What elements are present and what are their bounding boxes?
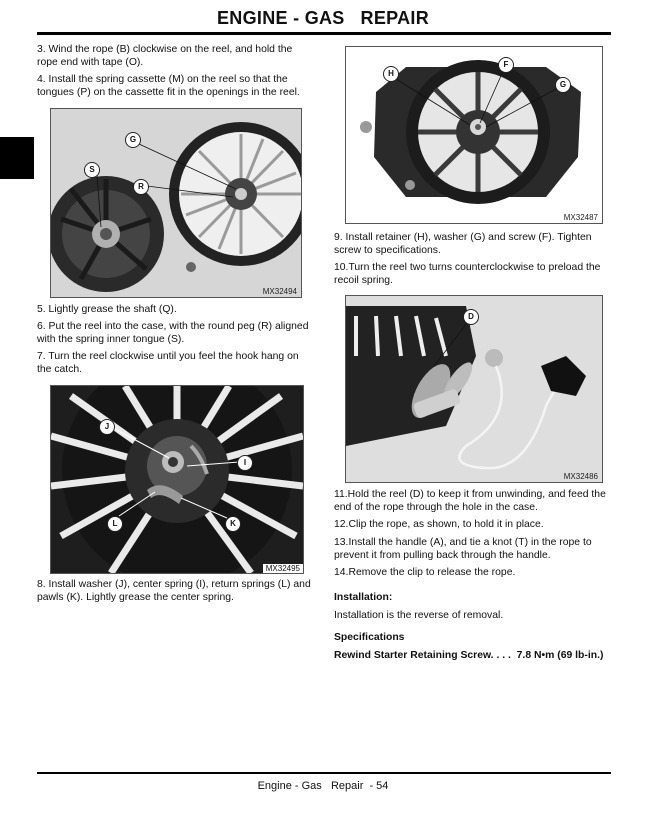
step-14: 14.Remove the clip to release the rope. [334,567,516,578]
callout-s: S [84,162,100,178]
header-rule [37,32,611,35]
step-5: 5. Lightly grease the shaft (Q). [37,304,177,315]
callout-g: G [125,132,141,148]
section-tab-marker [0,137,34,179]
step-10: 10.Turn the reel two turns counterclockwise to preload the recoil spring. [334,262,601,286]
page-title: ENGINE - GAS REPAIR [217,8,429,28]
page-footer: Engine - Gas Repair - 54 [257,780,389,792]
step-9: 9. Install retainer (H), washer (G) and screw (F). Tighten screw to specifications. [334,232,592,256]
step-7: 7. Turn the reel clockwise until you feel the hook hang on the catch. [37,351,299,375]
step-6: 6. Put the reel into the case, with the round peg (R) aligned with the spring inner tongue (S). [37,321,309,345]
figure-code: MX32494 [262,287,297,296]
callout-g: G [555,77,571,93]
step-3: 3. Wind the rope (B) clockwise on the reel, and hold the rope end with tape (O). [37,44,293,68]
figure-code: MX32487 [563,213,598,222]
step-12: 12.Clip the rope, as shown, to hold it in place. [334,519,544,530]
figure-spring-cassette [50,108,302,298]
callout-h: H [383,66,399,82]
figure-code: MX32495 [263,564,303,573]
spec-line: Rewind Starter Retaining Screw. . . . 7.8 N•m (69 lb-in.) [334,650,604,661]
callout-l: L [107,516,123,532]
figure-center-spring [50,385,304,574]
callout-i: I [237,455,253,471]
callout-k: K [225,516,241,532]
callout-r: R [133,179,149,195]
footer-rule [37,772,611,774]
callout-d: D [463,309,479,325]
figure-code: MX32486 [563,472,598,481]
step-8: 8. Install washer (J), center spring (I), return springs (L) and pawls (K). Lightly grease the center spring. [37,579,311,603]
step-11: 11.Hold the reel (D) to keep it from unwinding, and feed the end of the rope through the hole in the case. [334,489,606,513]
figure-rope-handle [345,295,603,483]
callout-j: J [99,419,115,435]
step-4: 4. Install the spring cassette (M) on the reel so that the tongues (P) on the cassette fit in the openings in the reel. [37,74,300,98]
step-13: 13.Install the handle (A), and tie a knot (T) in the rope to prevent it from pulling back through the handle. [334,537,592,561]
callout-f: F [498,57,514,73]
installation-text: Installation is the reverse of removal. [334,610,504,621]
specifications-heading: Specifications [334,632,405,643]
figure-retainer-screw [345,46,603,224]
installation-heading: Installation: [334,592,393,603]
